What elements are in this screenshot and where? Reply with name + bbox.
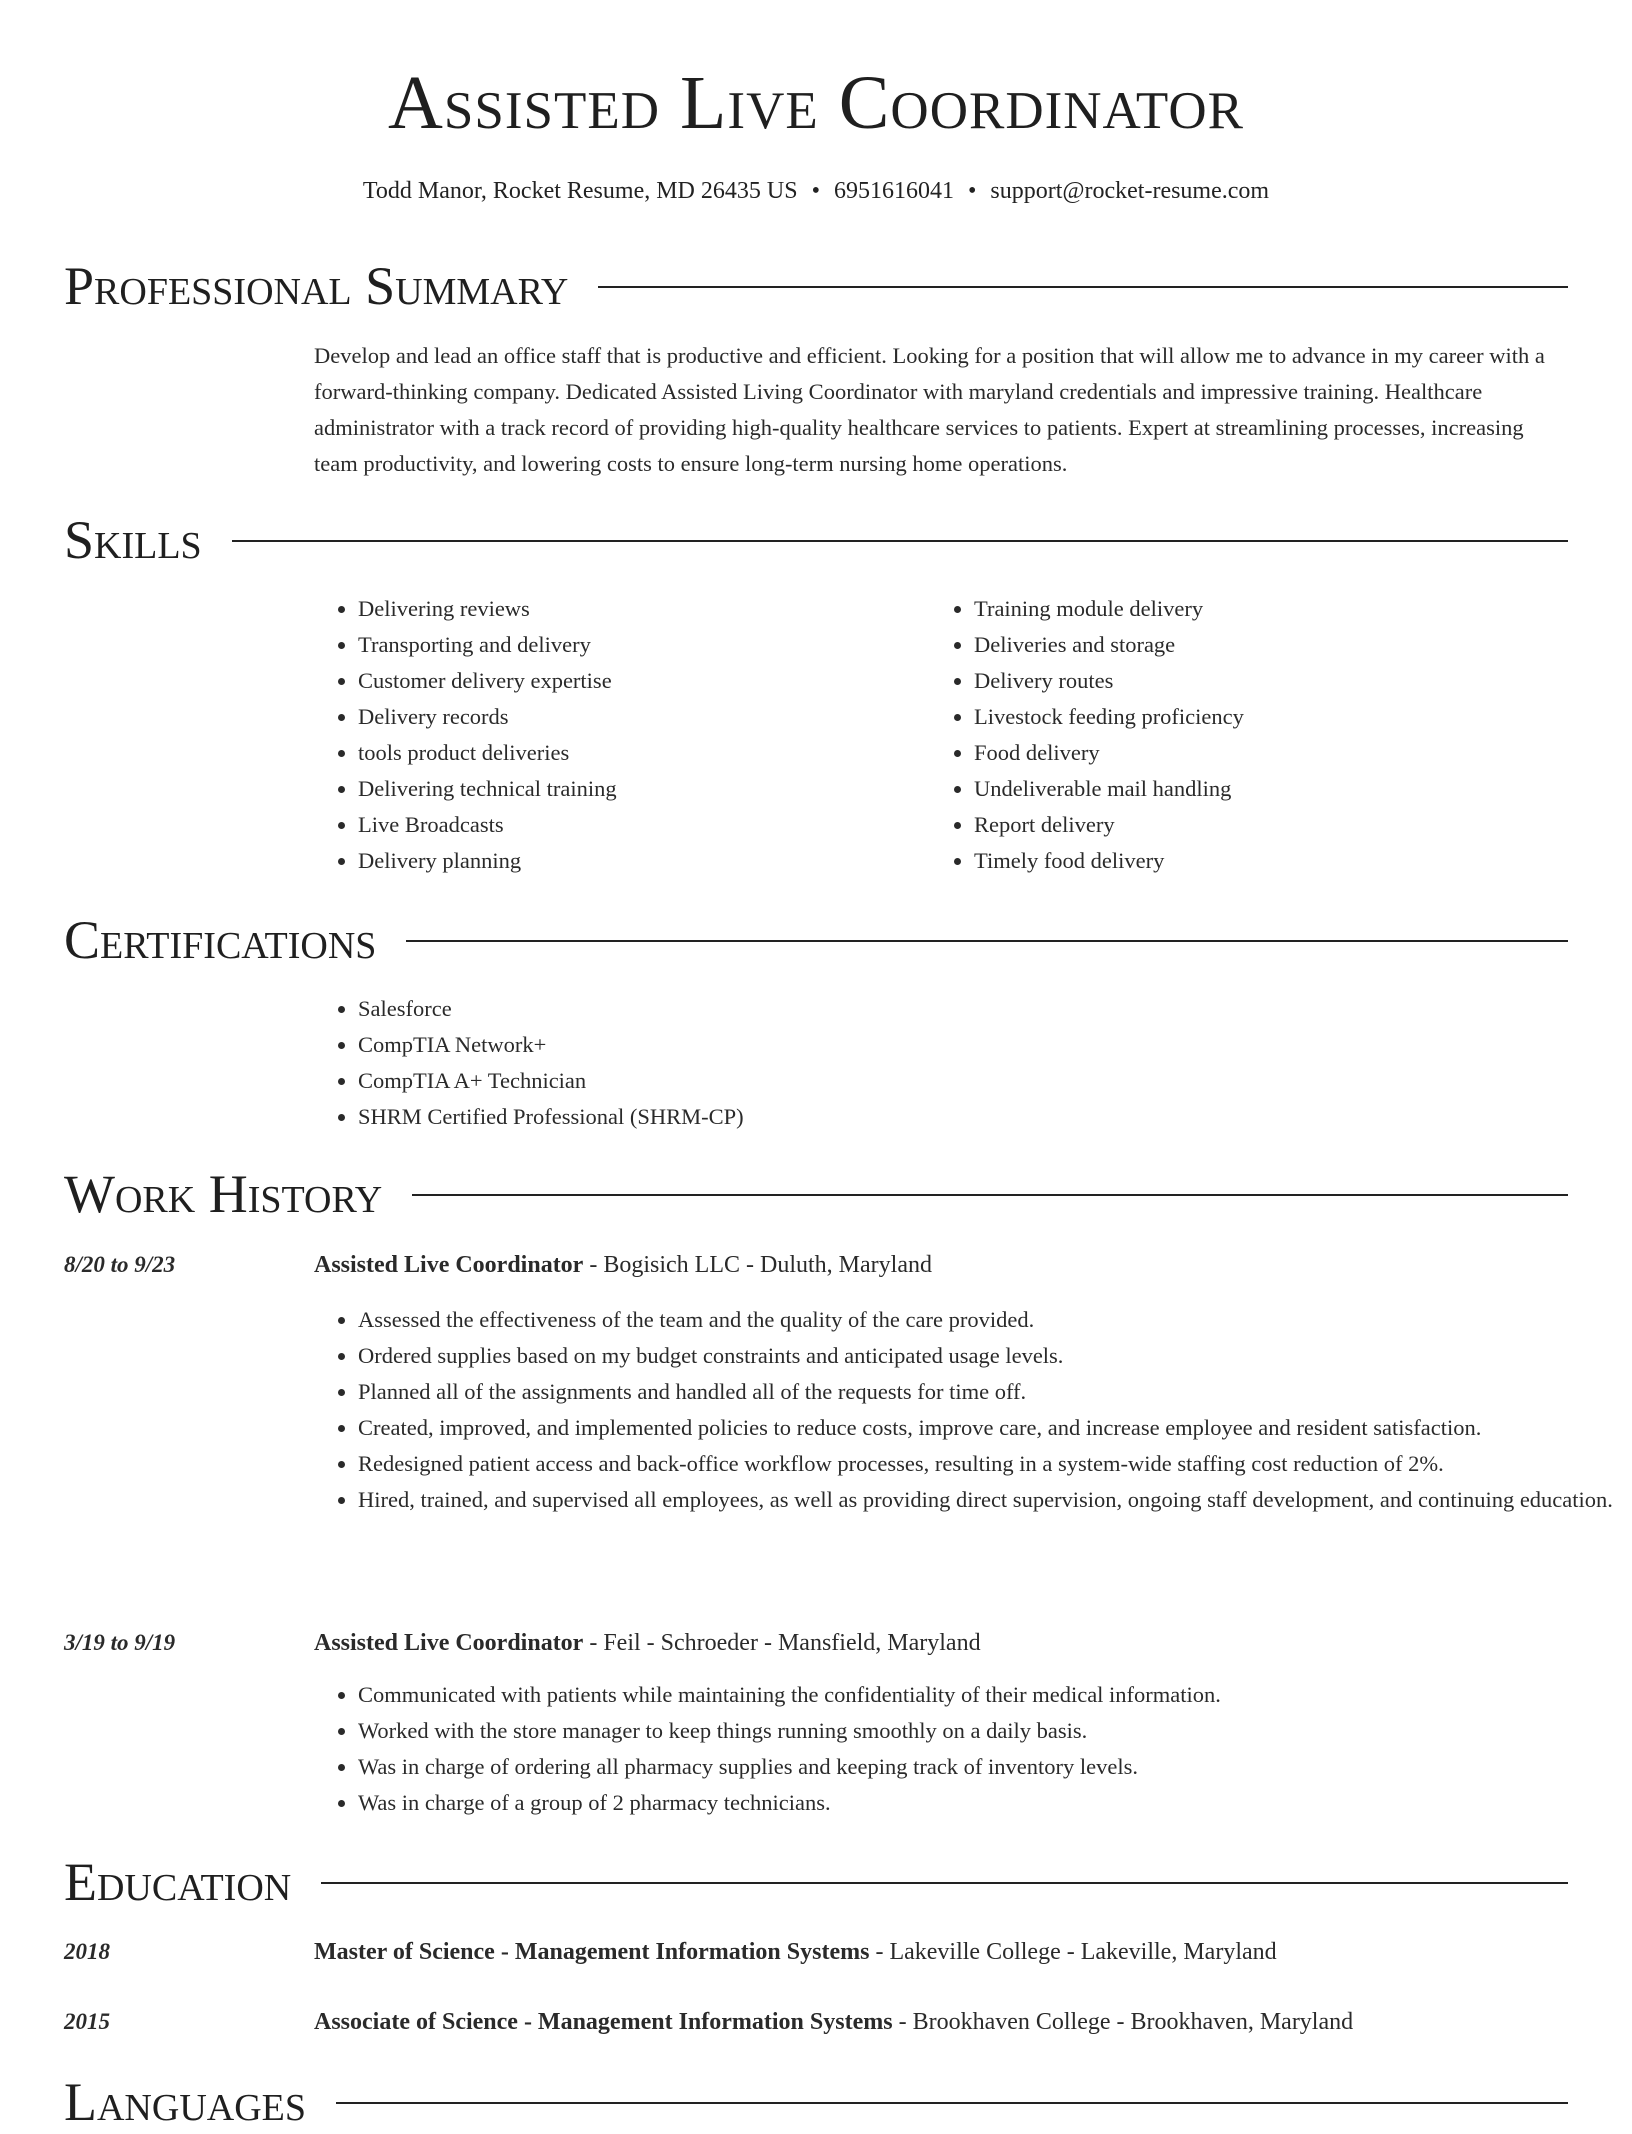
job-role: Assisted Live Coordinator: [314, 1630, 584, 1656]
job-company: - Bogisich LLC - Duluth, Maryland: [583, 1252, 932, 1278]
section-divider: [321, 1882, 1568, 1884]
job-bullets: [314, 1677, 1614, 1821]
section-divider: [598, 286, 1568, 288]
skill-item: • Report delivery: [974, 807, 1574, 843]
certifications-list: [314, 991, 1558, 1135]
contact-line: [0, 176, 1632, 206]
section-divider: [336, 2102, 1568, 2104]
skills-section-header: [64, 508, 1568, 572]
work-title: Work History: [64, 1164, 383, 1224]
skills-list-left: [314, 591, 918, 879]
skill-item: • Delivering technical training: [358, 771, 918, 807]
education-year: 2018: [64, 1939, 110, 1964]
skill-item: • Transporting and delivery: [358, 627, 918, 663]
job-title-line: [314, 1249, 932, 1281]
section-divider: [232, 540, 1568, 542]
certification-item: • SHRM Certified Professional (SHRM-CP): [358, 1099, 1558, 1135]
contact-phone: 6951616041: [833, 178, 954, 204]
education-line: [314, 1936, 1277, 1968]
education-section-header: [64, 1850, 1568, 1914]
job-bullet: • Was in charge of a group of 2 pharmacy technicians.: [358, 1785, 1614, 1821]
skill-item: • Training module delivery: [974, 591, 1574, 627]
work-section-header: [64, 1162, 1568, 1226]
job-title-line: [314, 1627, 981, 1659]
skill-item: • Delivery routes: [974, 663, 1574, 699]
education-line: [314, 2006, 1353, 2038]
languages-title: Languages: [64, 2072, 306, 2132]
job-bullet: • Worked with the store manager to keep things running smoothly on a daily basis.: [358, 1713, 1614, 1749]
skill-item: • Timely food delivery: [974, 843, 1574, 879]
skill-item: • tools product deliveries: [358, 735, 918, 771]
section-divider: [412, 1194, 1568, 1196]
job-company: - Feil - Schroeder - Mansfield, Maryland: [583, 1630, 981, 1656]
skills-title: Skills: [64, 510, 202, 570]
skill-item: • Livestock feeding proficiency: [974, 699, 1574, 735]
skill-item: • Deliveries and storage: [974, 627, 1574, 663]
job-bullet: • Hired, trained, and supervised all employees, as well as providing direct supervision, ongoing staff development, and continuing education.: [358, 1482, 1614, 1518]
skill-item: • Live Broadcasts: [358, 807, 918, 843]
education-degree: Associate of Science - Management Information Systems: [314, 2009, 893, 2035]
skill-item: • Food delivery: [974, 735, 1574, 771]
certification-item: • CompTIA A+ Technician: [358, 1063, 1558, 1099]
contact-separator: •: [811, 178, 820, 204]
skill-item: • Delivering reviews: [358, 591, 918, 627]
contact-address: Todd Manor, Rocket Resume, MD 26435 US: [362, 178, 798, 204]
education-degree: Master of Science - Management Information Systems: [314, 1939, 870, 1965]
certification-item: • CompTIA Network+: [358, 1027, 1558, 1063]
job-bullet: • Redesigned patient access and back-office workflow processes, resulting in a system-wide staffing cost reduction of 2%.: [358, 1446, 1614, 1482]
languages-section-header: [64, 2070, 1568, 2134]
certifications-section-header: [64, 908, 1568, 972]
education-school: - Lakeville College - Lakeville, Maryland: [869, 1939, 1277, 1965]
summary-section-header: [64, 254, 1568, 318]
skill-item: • Customer delivery expertise: [358, 663, 918, 699]
contact-separator: •: [967, 178, 977, 204]
job-bullet: • Was in charge of ordering all pharmacy supplies and keeping track of inventory levels.: [358, 1749, 1614, 1785]
skill-item: • Delivery records: [358, 699, 918, 735]
job-role: Assisted Live Coordinator: [314, 1252, 584, 1278]
job-bullets: [314, 1302, 1614, 1518]
job-bullet: • Ordered supplies based on my budget constraints and anticipated usage levels.: [358, 1338, 1614, 1374]
skills-list-right: [930, 591, 1574, 879]
resume-name: Assisted Live Coordinator: [388, 61, 1244, 145]
job-bullet: • Created, improved, and implemented policies to reduce costs, improve care, and increase employee and resident satisfaction.: [358, 1410, 1614, 1446]
summary-title: Professional Summary: [64, 256, 569, 316]
skill-item: • Delivery planning: [358, 843, 918, 879]
certification-item: • Salesforce: [358, 991, 1558, 1027]
education-school: - Brookhaven College - Brookhaven, Maryland: [892, 2009, 1354, 2035]
summary-text: Develop and lead an office staff that is productive and efficient. Looking for a position that will allow me to advance in my career with a forward-thinking company. Dedicated Assisted Living Coordinator with maryland credentials and impressive training. Healthcare administrator with a track record of providing high-quality healthcare services to patients. Expert at streamlining processes, increasing team productivity, and lowering costs to ensure long-term nursing home operations.: [314, 343, 1545, 476]
contact-email: support@rocket-resume.com: [990, 178, 1270, 204]
skill-item: • Undeliverable mail handling: [974, 771, 1574, 807]
education-title: Education: [64, 1852, 292, 1912]
education-year: 2015: [64, 2009, 110, 2034]
job-dates: 3/19 to 9/19: [64, 1630, 176, 1655]
job-bullet: • Planned all of the assignments and handled all of the requests for time off.: [358, 1374, 1614, 1410]
job-dates: 8/20 to 9/23: [64, 1252, 176, 1277]
certifications-title: Certifications: [64, 910, 377, 970]
section-divider: [406, 940, 1568, 942]
job-bullet: • Communicated with patients while maintaining the confidentiality of their medical information.: [358, 1677, 1614, 1713]
job-bullet: • Assessed the effectiveness of the team and the quality of the care provided.: [358, 1302, 1614, 1338]
